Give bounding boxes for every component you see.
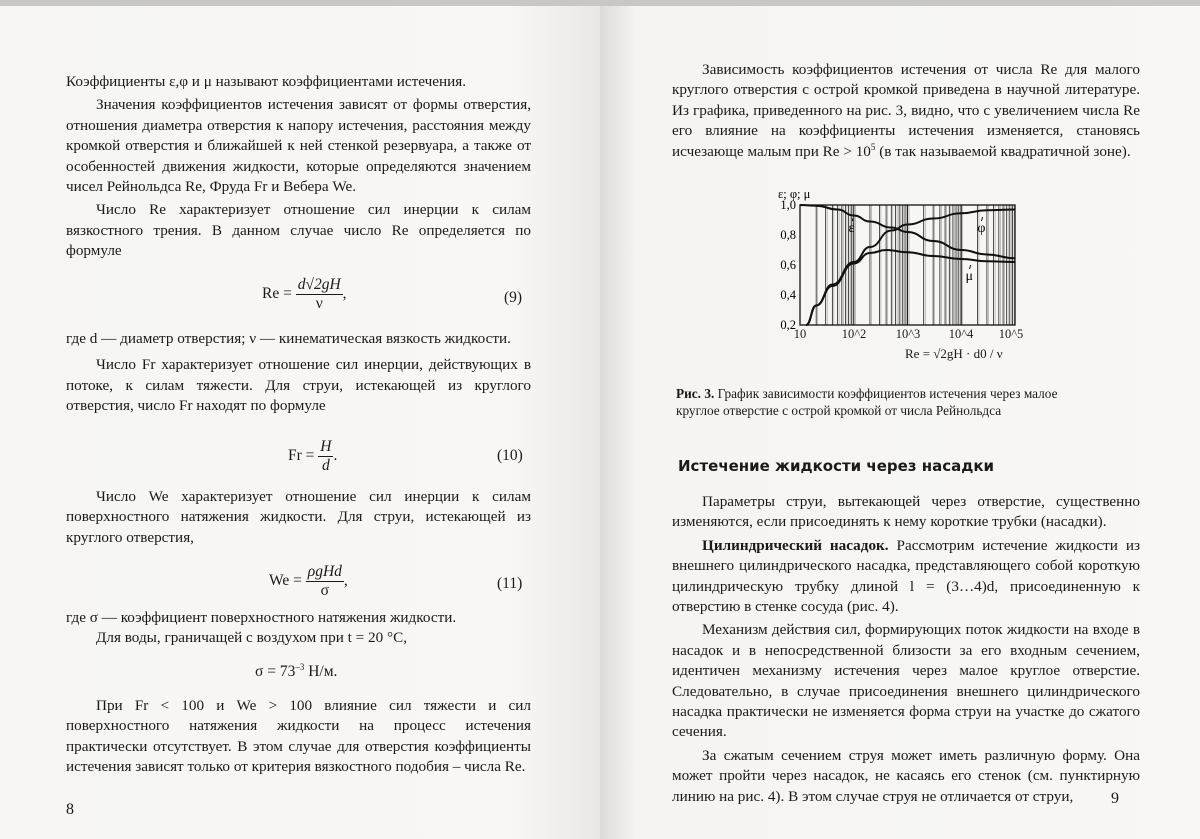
paragraph: Параметры струи, вытекающей через отверстие, существенно изменяются, если присоединять к нему короткие трубки (насадки). — [672, 493, 1140, 531]
formula-tail: , — [343, 572, 348, 590]
y-tick-labels — [780, 198, 796, 332]
left-middle-text — [66, 329, 531, 417]
formula-11 — [269, 563, 348, 600]
y-tick-label: 0,2 — [780, 318, 796, 332]
formula-numerator: H — [320, 438, 332, 455]
scan-edge — [0, 0, 1200, 6]
x-tick-text: 10^2 — [841, 327, 867, 341]
left-intro-text — [66, 72, 531, 262]
formula-numerator: d√2gH — [297, 276, 341, 293]
x-tick-label — [896, 327, 921, 341]
exponent: 5 — [870, 141, 876, 152]
x-axis-label — [905, 346, 1003, 362]
right-intro-text — [672, 60, 1140, 162]
right-body-text — [672, 492, 1140, 807]
paragraph: Значения коэффициентов истечения зависят от формы отверстия, отношения диаметра отверстия к напору истечения, расстояния между кромкой отверстия и ближайшей к ней стенкой резервуара, а также от особенностей движения жидкости, которые определяются значением чисел Рейнольдса Re, Фруда Fr и Вебера We. — [66, 96, 531, 196]
equation-number: (9) — [504, 289, 523, 306]
paragraph: Число We характеризует отношение сил инерции к силам поверхностного натяжения жидкости. Для струи, истекающей из круглого отверстия, — [66, 488, 531, 546]
paragraph: За сжатым сечением струя может иметь различную форму. Она может пройти через насадок, не касаясь его стенок (см. пунктирную линию на рис. 4). В этом случае струя не отличается от струи, — [672, 746, 1140, 805]
formula-numerator: ρgHd — [307, 563, 342, 580]
paragraph: где σ — коэффициент поверхностного натяжения жидкости. — [66, 609, 457, 626]
paragraph: Механизм действия сил, формирующих поток жидкости на входе в насадок и в непосредственной близости за его входным сечением, идентичен механизму истечения через малое круглое отверстие. Следовательно, в случае присоединения внешнего цилиндрического насадка практически не изменяется форма струи на участке до сжатого сечения. — [672, 621, 1140, 741]
paragraph: При Fr < 100 и We > 100 влияние сил тяжести и сил поверхностного натяжения жидкости на процесс истечения практически отсутствует. В этом случае для отверстия коэффициенты истечения зависят только от критерия вязкостного подобия – числа Re. — [66, 697, 531, 776]
left-sigma-text — [66, 608, 531, 649]
figure-caption — [676, 385, 1096, 419]
series-label: ε — [848, 221, 855, 236]
paragraph: Коэффициенты ε,φ и μ называют коэффициентами истечения. — [66, 73, 467, 90]
paragraph — [672, 536, 1140, 618]
y-tick-label: 0,6 — [780, 258, 796, 272]
section-heading: Истечение жидкости через насадки — [678, 457, 995, 475]
formula-9 — [262, 276, 347, 313]
formula-10 — [288, 438, 337, 475]
left-final-text — [66, 696, 531, 778]
paragraph: где d — диаметр отверстия; ν — кинематическая вязкость жидкости. — [66, 330, 511, 347]
x-tick-label — [794, 327, 807, 341]
x-tick-text: 10^4 — [948, 327, 974, 341]
formula-lhs: Fr = — [288, 447, 315, 465]
equation-number: (11) — [497, 575, 523, 592]
x-tick-text: 10 — [793, 327, 807, 341]
sigma-formula — [255, 663, 337, 681]
y-tick-label: 0,8 — [780, 228, 796, 242]
formula-tail: , — [342, 285, 347, 303]
x-tick-text: 10^3 — [895, 327, 921, 341]
paragraph: Число Fr характеризует отношение сил инерции, действующих в потоке, к силам тяжести. Для струи, истекающей из круглого отверстия, число Fr находят по формуле — [66, 356, 531, 415]
formula-denominator: ν — [315, 295, 323, 312]
formula-base: σ = 73 — [255, 663, 296, 680]
y-tick-label: 0,4 — [780, 288, 796, 302]
page-number-left: 8 — [66, 801, 74, 818]
paragraph: Число Re характеризует отношение сил инерции к силам вязкостного трения. В данном случае число Re определяется по формуле — [66, 201, 531, 260]
y-axis-label: ε; φ; μ — [778, 187, 811, 201]
paragraph: Для воды, граничащей с воздухом при t = 20 °C, — [96, 629, 408, 647]
text-part: (в так называемой квадратичной зоне). — [875, 142, 1131, 160]
formula-denominator: σ — [320, 582, 330, 599]
x-tick-label — [999, 327, 1024, 341]
formula-unit: Н/м. — [304, 663, 338, 680]
bold-term: Цилиндрический насадок. — [702, 536, 889, 554]
text-part: Зависимость коэффициентов истечения от числа Re для малого круглого отверстия с острой кромкой приведена в научной литературе. Из графика, приведенного на рис. 3, видно, что с увеличением числа Re его влияние на коэффициенты истечения изменяется, становясь исчезающе малым при Re > 10 — [672, 61, 1140, 160]
y-tick-label: 1,0 — [780, 198, 796, 212]
left-we-text — [66, 487, 531, 548]
x-tick-label — [842, 327, 867, 341]
formula-lhs: We = — [269, 572, 302, 590]
text-part: Рассмотрим истечение жидкости из внешнего цилиндрического насадка, представляющего собой короткую цилиндрическую трубку длиной l = (3…4)d, присоединенную к отверстию в стенке сосуда (рис. 4). — [672, 536, 1141, 616]
caption-text: График зависимости коэффициентов истечения через малое круглое отверстие с острой кромкой от числа Рейнольдса — [676, 386, 1058, 418]
series-label: φ — [977, 221, 986, 236]
x-tick-text: 10^5 — [998, 327, 1024, 341]
equation-number: (10) — [497, 447, 523, 464]
series-label: μ — [965, 269, 974, 284]
formula-tail: . — [333, 447, 338, 465]
x-axis-label-text: Re = √2gH · d0 / ν — [905, 346, 1003, 361]
paragraph — [672, 60, 1140, 162]
caption-label: Рис. 3. — [676, 386, 715, 401]
formula-lhs: Re = — [262, 285, 292, 303]
formula-exponent: –3 — [295, 661, 305, 672]
formula-denominator: d — [322, 457, 330, 474]
page-number-right: 9 — [1111, 790, 1119, 807]
x-tick-label — [949, 327, 974, 341]
